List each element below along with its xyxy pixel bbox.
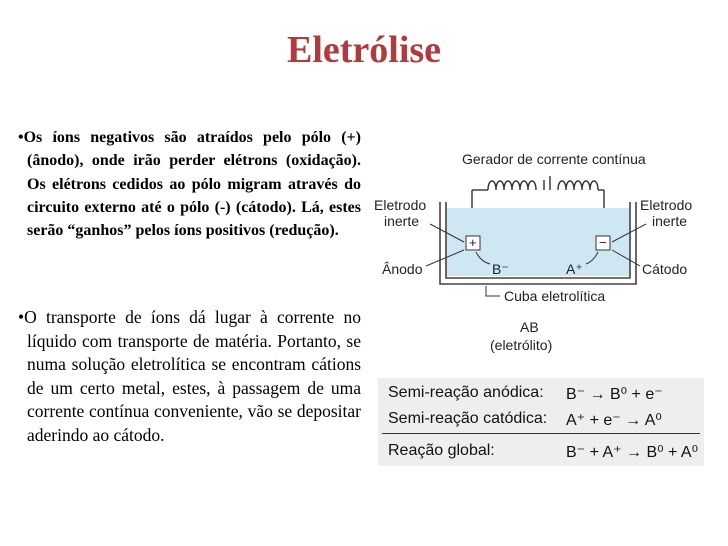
left-electrode-label: Eletrodo	[374, 197, 427, 213]
left-electrode-label-2: inerte	[384, 213, 420, 229]
bullet-paragraph	[18, 306, 361, 447]
bullet-text: Os íons negativos são atraídos pelo pólo (+) (ânodo), onde irão perder elétrons (oxidação). Os elétrons cedidos ao pólo migram através do circuito externo até o pólo (-) (cátodo). Lá, estes serão “ganhos” pelos íons positivos (redução).	[23, 129, 361, 240]
cathodic-half-reaction	[388, 410, 662, 429]
anode-label: Ânodo	[382, 261, 423, 277]
electrolyte-name: (eletrólito)	[490, 337, 553, 353]
bullet-text: O transporte de íons dá lugar à corrente no líquido com transporte de matéria. Portanto, se numa solução eletrolítica se encontram cátions de um certo metal, estes, à passagem de uma corrente contínua conveniente, vão se depositar aderindo ao cátodo.	[24, 307, 361, 445]
anodic-reaction: B⁻ → B⁰ + e⁻	[566, 386, 663, 403]
generator-label: Gerador de corrente contínua	[462, 151, 646, 167]
anion-label: B⁻	[492, 261, 509, 277]
bullet-paragraph	[18, 126, 361, 242]
cell-label: Cuba eletrolítica	[504, 288, 606, 304]
plus-sign: +	[469, 235, 477, 250]
page-title: Eletrólise	[286, 29, 442, 71]
global-label: Reação global:	[388, 442, 495, 459]
cation-label: A⁺	[566, 261, 583, 277]
anodic-half-reaction	[388, 384, 663, 403]
cathode-label: Cátodo	[642, 261, 688, 277]
cathodic-reaction: A⁺ + e⁻ → A⁰	[566, 412, 662, 429]
minus-sign: −	[599, 235, 607, 250]
right-electrode-label-2: inerte	[652, 213, 688, 229]
global-reaction: B⁻ + A⁺ → B⁰ + A⁰	[566, 444, 698, 461]
reaction-equations-box	[378, 378, 704, 466]
cathodic-label: Semi-reação catódica:	[388, 410, 548, 427]
bullet-marker: •	[18, 307, 25, 327]
electrolysis-diagram	[370, 150, 710, 360]
bullet-marker: •	[18, 129, 24, 146]
right-electrode-label: Eletrodo	[640, 197, 693, 213]
global-reaction-row	[388, 442, 698, 461]
arrow-icon	[486, 286, 500, 296]
electrolyte-formula: AB	[520, 319, 539, 335]
divider	[382, 433, 700, 434]
anodic-label: Semi-reação anódica:	[388, 384, 544, 401]
